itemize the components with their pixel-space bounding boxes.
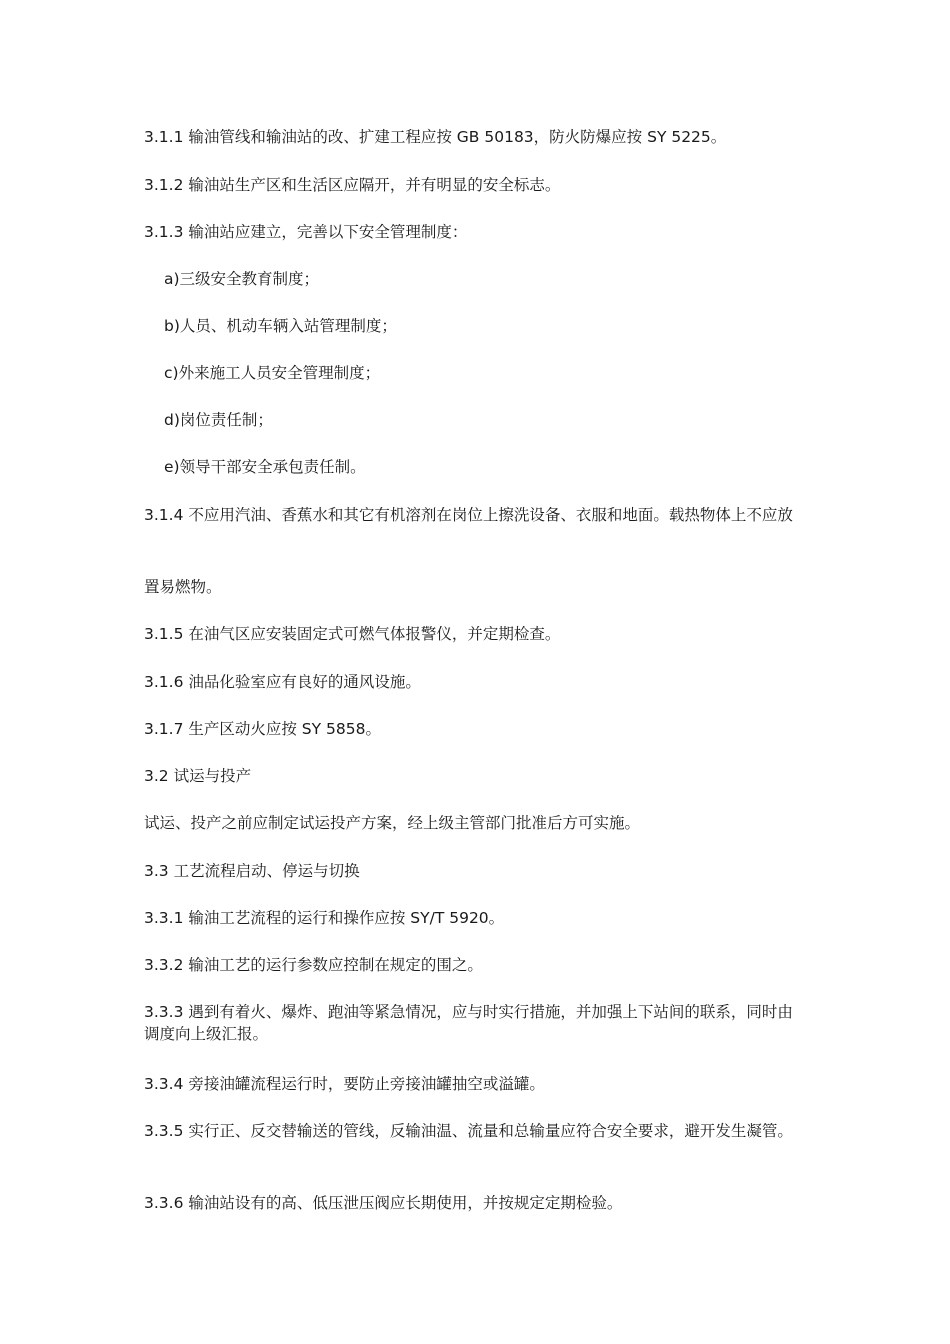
paragraph-3-3-2: 3.3.2 输油工艺的运行参数应控制在规定的围之。 [144, 956, 483, 974]
paragraph-3-1-5: 3.1.5 在油气区应安装固定式可燃气体报警仪，并定期检查。 [144, 625, 561, 643]
paragraph-3-3-5: 3.3.5 实行正、反交替输送的管线，反输油温、流量和总输量应符合安全要求，避开发生凝管。 [144, 1122, 793, 1140]
paragraph-3-1-7: 3.1.7 生产区动火应按 SY 5858。 [144, 720, 381, 738]
section-heading-3-2: 3.2 试运与投产 [144, 767, 252, 785]
list-item-d: d)岗位责任制； [164, 411, 273, 429]
list-item-b: b)人员、机动车辆入站管理制度； [164, 317, 397, 335]
paragraph-3-3-3: 3.3.3 遇到有着火、爆炸、跑油等紧急情况，应与时实行措施，并加强上下站间的联系，同时由调度向上级汇报。 [144, 1003, 793, 1043]
paragraph-3-3-1: 3.3.1 输油工艺流程的运行和操作应按 SY/T 5920。 [144, 909, 505, 927]
paragraph-3-1-1: 3.1.1 输油管线和输油站的改、扩建工程应按 GB 50183，防火防爆应按 SY 5225。 [144, 128, 727, 146]
paragraph-3-1-4-continued: 置易燃物。 [144, 578, 222, 596]
list-item-e: e)领导干部安全承包责任制。 [164, 458, 366, 476]
section-heading-3-3: 3.3 工艺流程启动、停运与切换 [144, 862, 360, 880]
list-item-a: a)三级安全教育制度； [164, 270, 320, 288]
paragraph-3-1-6: 3.1.6 油品化验室应有良好的通风设施。 [144, 673, 421, 691]
list-item-c: c)外来施工人员安全管理制度； [164, 364, 381, 382]
paragraph-3-3-6: 3.3.6 输油站设有的高、低压泄压阀应长期使用，并按规定定期检验。 [144, 1194, 623, 1212]
paragraph-3-1-3: 3.1.3 输油站应建立，完善以下安全管理制度： [144, 223, 468, 241]
paragraph-3-1-2: 3.1.2 输油站生产区和生活区应隔开，并有明显的安全标志。 [144, 176, 561, 194]
paragraph-3-3-4: 3.3.4 旁接油罐流程运行时，要防止旁接油罐抽空或溢罐。 [144, 1075, 545, 1093]
paragraph-3-2-body: 试运、投产之前应制定试运投产方案，经上级主管部门批准后方可实施。 [144, 814, 641, 832]
paragraph-3-1-4: 3.1.4 不应用汽油、香蕉水和其它有机溶剂在岗位上擦洗设备、衣服和地面。载热物体上不应放 [144, 506, 793, 524]
